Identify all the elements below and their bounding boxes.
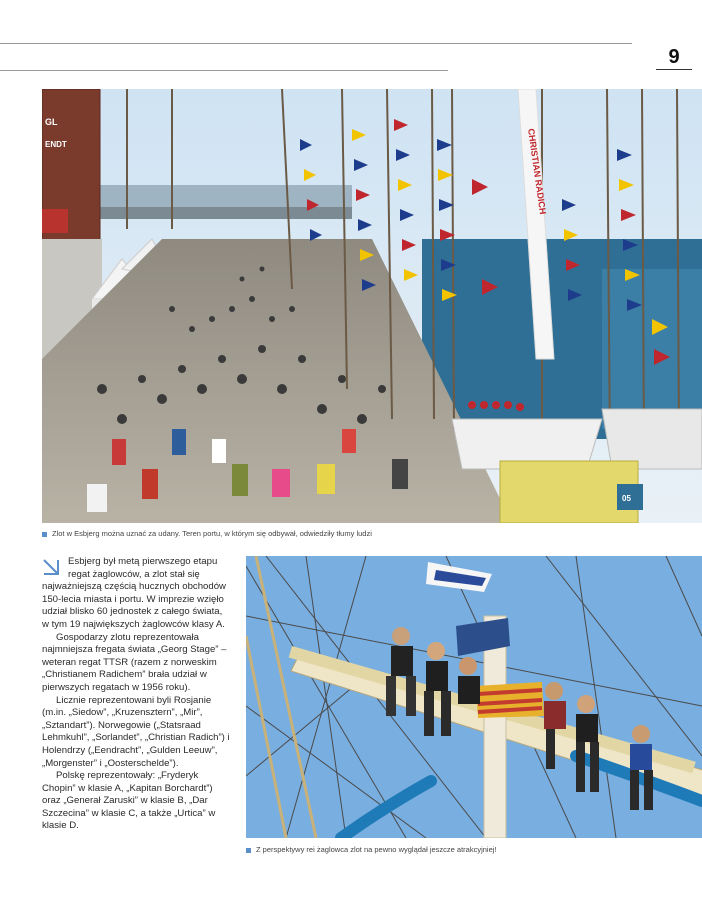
photo-bottom-caption-text: Z perspektywy rei żaglowca zlot na pewno wyglądał jeszcze atrakcyjniej! xyxy=(256,845,497,854)
article-body xyxy=(42,556,230,833)
sail-banner-text: CHRISTIAN RADICH xyxy=(526,127,548,215)
page-number: 9 xyxy=(668,46,680,68)
booth-number: 05 xyxy=(622,494,631,503)
building-sign-1: GL xyxy=(45,117,58,127)
article-paragraph-2: Gospodarzy zlotu reprezentowała najmniejsza fregata świata „Georg Stage” – weteran regat TTSR (razem z norweskim „Christianem Radichem” brała udział w pierwszych regatach w 1956 roku). xyxy=(42,631,227,693)
article-paragraph-3: Licznie reprezentowani byli Rosjanie (m.in. „Siedow”, „Kruzensztern”, „Mir”, „Sztandart”). Norwegowie („Statsraad Lehmkuhl”, „Sorlandet”, „Christian Radich”) i Holendrzy („Eendracht”, „Gulden Leeuw”, „Morgenster” i „Oosterschelde”). xyxy=(42,694,230,769)
building-sign-2: ENDT xyxy=(45,140,67,149)
header-rule-bottom xyxy=(0,70,448,71)
photo-bottom-caption xyxy=(246,845,497,854)
caption-marker xyxy=(246,848,251,853)
photo-harbour-crowd xyxy=(42,89,702,523)
page-number-rule xyxy=(656,69,692,70)
caption-marker xyxy=(42,532,47,537)
photo-top-caption-text: Zlot w Esbjerg można uznać za udany. Teren portu, w którym się odbywał, odwiedziły tłumy ludzi xyxy=(52,529,372,538)
photo-top-caption xyxy=(42,529,372,538)
arrow-icon xyxy=(42,558,62,578)
photo-crew-on-yard xyxy=(246,556,702,838)
header-rule-top xyxy=(0,43,632,44)
article-paragraph-1: Esbjerg był metą pierwszego etapu regat żaglowców, a zlot stał się najważniejszą częścią hucznych obchodów 150-lecia miasta i portu. W imprezie wzięło udział blisko 60 jednostek z całego świata, w tym 19 największych żaglowców klasy A. xyxy=(42,556,226,630)
article-paragraph-4: Polskę reprezentowały: „Fryderyk Chopin” w klasie A, „Kapitan Borchardt”) oraz „Generał Zaruski” w klasie B, „Dar Szczecina” w klasie C, a także „Urtica” w klasie D. xyxy=(42,770,216,832)
